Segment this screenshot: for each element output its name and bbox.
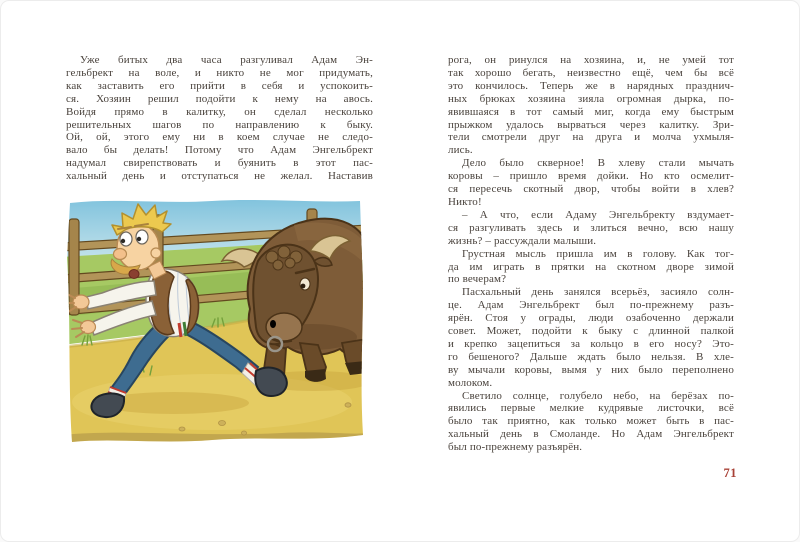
text-line: це. Адам Энгельбрект был по-прежнему разъ- [448, 299, 734, 312]
text-line: – А что, если Адаму Энгельбректу вздумает- [462, 208, 734, 221]
text-line: Пасхальный день занялся всерьёз, засияло солн- [462, 286, 734, 299]
man-eye-right [136, 230, 148, 244]
page-number: 71 [723, 466, 737, 480]
text-line: коровы – пришло время дойки. Но кто осмелит- [448, 170, 734, 183]
right-page-text [448, 54, 734, 454]
left-page-text [66, 54, 373, 183]
text-line: по вечерам? [448, 273, 507, 286]
text-line: как заставить его прийти в себя и успокоить- [66, 79, 373, 92]
text-line: ся пересечь скотный двор, чтобы войти в хлев? [448, 183, 734, 196]
suspender-red [179, 323, 181, 337]
text-line: явились первые мелкие кудрявые листочки, всё [448, 402, 734, 415]
illustration-man-fleeing-bull [62, 197, 367, 450]
ground-shadow-band [62, 432, 367, 450]
bull-pupil [301, 284, 306, 289]
text-line: Войдя прямо в калитку, он сделал несколько [66, 105, 373, 118]
text-line: Дело было скверное! В хлеву стали мычать [462, 157, 734, 170]
text-line: го бешеного? Дальше ждать было нельзя. В хле- [448, 350, 734, 363]
text-line: совет. Может, подойти к быку с длинной палкой [448, 325, 734, 338]
text-line: рога, он ринулся на хозяина, и, не умей тот [448, 54, 734, 66]
text-line: ся. Хозяин решил подойти к нему на авось. [66, 92, 373, 105]
text-line: явившаяся в тот самый миг, когда ему быстрым [448, 105, 734, 118]
text-line: лись. [448, 144, 473, 157]
text-line: да им играть в прятки на скотном дворе зимой [448, 260, 734, 273]
bull-nostril [270, 320, 276, 328]
text-line: прыжком удалось вырваться через калитку. Зри- [448, 118, 734, 131]
illustration-canvas [62, 197, 367, 450]
text-line: жизнь? – рассуждали малыши. [448, 234, 597, 247]
text-line: так хорошо бегать, неизвестно ещё, чем бы всё [448, 66, 734, 79]
text-line: и крепко зацепиться за кольцо в его носу? Это- [448, 337, 734, 350]
text-line: Уже битых два часа разгуливал Адам Эн- [80, 54, 373, 66]
man-back-shoe [255, 368, 286, 396]
man-pupil-right [137, 237, 141, 241]
text-line: ву мычали коровы, вымя у них было переполнено [448, 363, 734, 376]
text-line: вало бы делать! Потому что Адам Энгельбрект [66, 144, 373, 157]
text-line: Ой, ой, этого ему ни в коем случае не следо- [66, 131, 373, 144]
text-line: Светило солнце, голубело небо, на берёзах по- [462, 389, 734, 402]
man-ear [151, 248, 161, 258]
text-line: хальный день в Смоланде. Но Адам Энгельбрект [448, 428, 734, 441]
text-line: решительных шагов по направлению к быку. [66, 118, 373, 131]
bull-hoof-2 [305, 369, 326, 382]
text-line: был по-прежнему разъярён. [448, 441, 583, 454]
bull-eye [300, 278, 310, 290]
man-nose [114, 249, 127, 260]
text-line: Грустная мысль пришла им в голову. Как тог- [462, 247, 734, 260]
man-eye-left [120, 232, 132, 246]
man-pupil-left [121, 239, 125, 243]
text-line: надумал свирепствовать и буянить в этот пас- [66, 157, 373, 170]
man-mouth [129, 270, 139, 279]
text-line: молоком. [448, 376, 493, 389]
text-line: гельбрект на воле, и никто не мог придумать, [66, 66, 373, 79]
text-line: ных брюках хозяина зияла огромная дырка, по- [448, 92, 734, 105]
text-line: это кончилось. Теперь же в нарядных празднич- [448, 79, 734, 92]
text-line: Никто! [448, 195, 482, 208]
text-line: ярён. Стоя у ограды, люди озабоченно держали [448, 312, 734, 325]
suspender-green [184, 322, 186, 336]
text-line: ся разгуливать здесь и злиться вечно, всю нашу [448, 221, 734, 234]
text-line: было так приятно, как только может быть в пас- [448, 415, 734, 428]
text-line: хальный день и отступаться не желал. Наставив [66, 170, 373, 183]
text-line: тели смотрели друг на друга и молча ухмыля- [448, 131, 734, 144]
